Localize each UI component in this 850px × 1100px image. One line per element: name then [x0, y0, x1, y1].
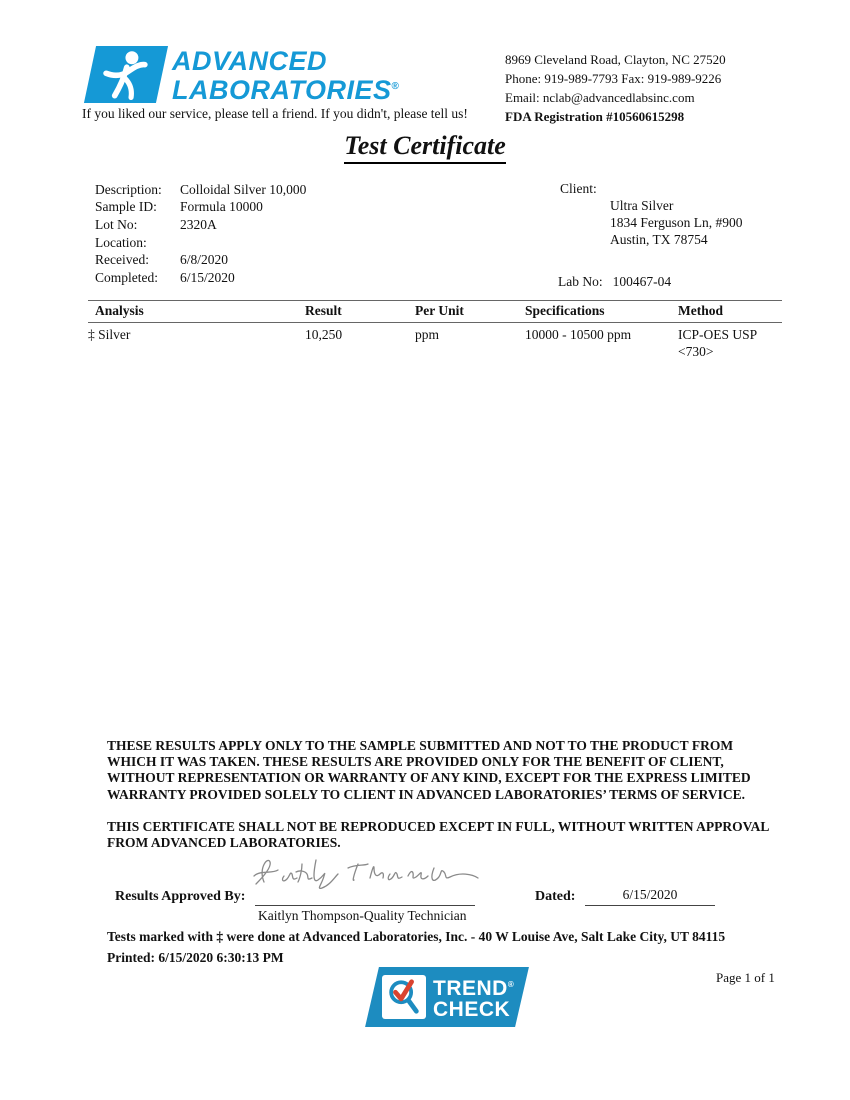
col-header-result: Result [305, 303, 342, 318]
col-header-analysis: Analysis [95, 303, 144, 318]
trend-check-inner [372, 967, 522, 1027]
trend-check-logo [365, 967, 529, 1027]
trend-check-line1: TREND® [433, 977, 515, 1000]
fda-registration: FDA Registration #10560615298 [505, 109, 685, 124]
field-value: Formula 10000 [180, 199, 263, 215]
page-title: Test Certificate [344, 131, 506, 164]
printed-timestamp: Printed: 6/15/2020 6:30:13 PM [107, 950, 284, 965]
table-row [88, 323, 782, 360]
service-tagline: If you liked our service, please tell a friend. If you didn't, please tell us! [82, 106, 468, 121]
client-city: Austin, TX 78754 [610, 231, 708, 247]
date-line [585, 905, 715, 906]
cell-analysis: ‡ Silver [88, 327, 131, 342]
title-container [0, 131, 850, 164]
info-row-received [95, 251, 306, 269]
field-value: 2320A [180, 216, 217, 232]
client-street: 1834 Ferguson Ln, #900 [610, 214, 743, 230]
disclaimer-results: THESE RESULTS APPLY ONLY TO THE SAMPLE SUBMITTED AND NOT TO THE PRODUCT FROM WHICH IT WAS TAKEN. THESE RESULTS ARE PROVIDED ONLY FOR THE BENEFIT OF CLIENT, WITHOUT REPRESENTATION OR WARRANTY OF ANY KIND, EXCEPT FOR THE EXPRESS LIMITED WARRANTY PROVIDED SOLELY TO CLIENT IN ADVANCED LABORATORIES’ TERMS OF SERVICE. [107, 738, 751, 802]
results-table [88, 300, 782, 360]
field-label: Location: [95, 234, 147, 250]
field-value: 6/8/2020 [180, 252, 229, 268]
col-header-method: Method [678, 303, 723, 318]
dated-label: Dated: [535, 889, 576, 904]
lab-email: Email: nclab@advancedlabsinc.com [505, 90, 695, 105]
page-number: Page 1 of 1 [716, 970, 775, 985]
info-row-sample-id [95, 199, 306, 217]
signature-line [255, 905, 475, 906]
sample-info [95, 181, 306, 287]
client-address [610, 198, 743, 248]
info-row-completed [95, 269, 306, 287]
signature-image [250, 850, 480, 892]
results-table-header [88, 300, 782, 323]
cell-specifications: 10000 - 10500 ppm [525, 327, 632, 342]
col-header-per-unit: Per Unit [415, 303, 464, 318]
approved-by-label: Results Approved By: [115, 889, 246, 904]
field-label: Lot No: [95, 216, 138, 232]
lab-phone-fax: Phone: 919-989-7793 Fax: 919-989-9226 [505, 71, 722, 86]
approver-name: Kaitlyn Thompson-Quality Technician [258, 908, 467, 923]
approval-date: 6/15/2020 [622, 887, 678, 902]
info-row-location [95, 234, 306, 252]
company-name-line1: ADVANCED [172, 46, 328, 76]
disclaimer-reproduction: THIS CERTIFICATE SHALL NOT BE REPRODUCED EXCEPT IN FULL, WITHOUT WRITTEN APPROVAL FROM ADVANCED LABORATORIES. [107, 819, 769, 851]
client-label: Client: [560, 181, 597, 196]
info-row-description [95, 181, 306, 199]
lab-no [558, 274, 671, 290]
field-label: Sample ID: [95, 199, 157, 215]
field-label: Completed: [95, 269, 158, 285]
cell-method: ICP-OES USP <730> [678, 327, 757, 359]
person-figure-icon [84, 46, 168, 103]
company-name [172, 48, 399, 103]
cell-per-unit: ppm [415, 327, 440, 342]
client-name: Ultra Silver [610, 198, 674, 213]
lab-no-label: Lab No: [558, 274, 603, 289]
field-label: Received: [95, 252, 149, 268]
registered-mark: ® [391, 81, 399, 92]
magnifier-check-icon [382, 975, 426, 1019]
company-name-line2: LABORATORIES® [172, 75, 399, 105]
trend-check-text [433, 974, 514, 1020]
field-value: Colloidal Silver 10,000 [180, 181, 307, 197]
client-info [560, 181, 743, 248]
field-label: Description: [95, 181, 162, 197]
info-row-lot-no [95, 216, 306, 234]
field-value: 6/15/2020 [180, 269, 235, 285]
col-header-specifications: Specifications [525, 303, 605, 318]
cell-result: 10,250 [305, 327, 343, 342]
company-logo [90, 46, 399, 103]
lab-address: 8969 Cleveland Road, Clayton, NC 27520 [505, 52, 726, 67]
trend-check-line2: CHECK [433, 998, 511, 1021]
lab-no-value: 100467-04 [612, 274, 672, 289]
tests-location-note: Tests marked with ‡ were done at Advanced Laboratories, Inc. - 40 W Louise Ave, Salt Lake City, UT 84115 [107, 929, 726, 944]
lab-contact-info [505, 50, 726, 126]
registered-mark: ® [507, 980, 515, 989]
